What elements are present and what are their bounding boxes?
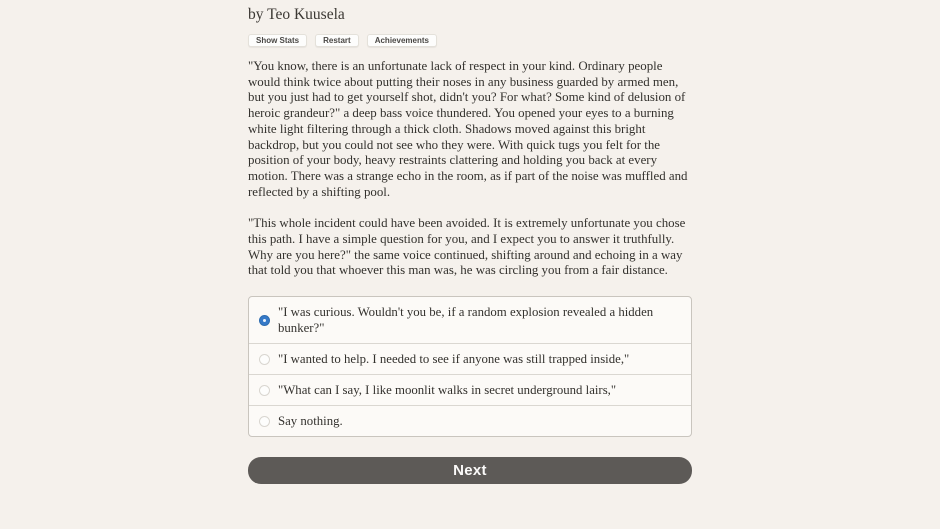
story-column — [248, 0, 692, 484]
choice-option-say-nothing[interactable] — [249, 405, 691, 436]
story-paragraph: "You know, there is an unfortunate lack of respect in your kind. Ordinary people would think twice about putting their noses in any business guarded by armed men, but you just had to get yourself shot, didn't you? For what? Some kind of delusion of heroic grandeur?" a deep bass voice thundered. You opened your eyes to a burning white light filtering through a thick cloth. Shadows moved against this bright backdrop, but you could not see who they were. With quick tugs you felt for the position of your body, heavy restraints clattering and holding you back at every motion. There was a strange echo in the room, as if part of the noise was muffled and reflected by a shifting pool. — [248, 59, 688, 199]
choice-option-help[interactable] — [249, 343, 691, 374]
radio-button-icon[interactable] — [259, 416, 270, 427]
choice-label: "What can I say, I like moonlit walks in secret underground lairs," — [278, 383, 617, 398]
show-stats-button[interactable]: Show Stats — [248, 34, 307, 47]
radio-button-icon[interactable] — [259, 354, 270, 365]
radio-button-icon[interactable] — [259, 385, 270, 396]
game-toolbar — [248, 34, 692, 47]
author-byline: by Teo Kuusela — [248, 6, 345, 23]
choice-label: "I was curious. Wouldn't you be, if a random explosion revealed a hidden bunker?" — [278, 305, 654, 336]
story-text — [248, 59, 692, 279]
story-paragraph: "This whole incident could have been avoided. It is extremely unfortunate you chose this path. I have a simple question for you, and I expect you to answer it truthfully. Why are you here?" the same voice continued, shifting around and echoing in a way that told you that whoever this man was, he was circling you from a fair distance. — [248, 216, 686, 278]
restart-button[interactable]: Restart — [315, 34, 359, 47]
radio-button-icon[interactable] — [259, 315, 270, 326]
choice-option-curious[interactable] — [249, 297, 691, 343]
choice-option-moonlit-walks[interactable] — [249, 374, 691, 405]
choice-list — [248, 296, 692, 437]
choice-label: Say nothing. — [278, 414, 343, 429]
achievements-button[interactable]: Achievements — [367, 34, 437, 47]
next-button[interactable]: Next — [248, 457, 692, 484]
choice-label: "I wanted to help. I needed to see if anyone was still trapped inside," — [278, 352, 630, 367]
